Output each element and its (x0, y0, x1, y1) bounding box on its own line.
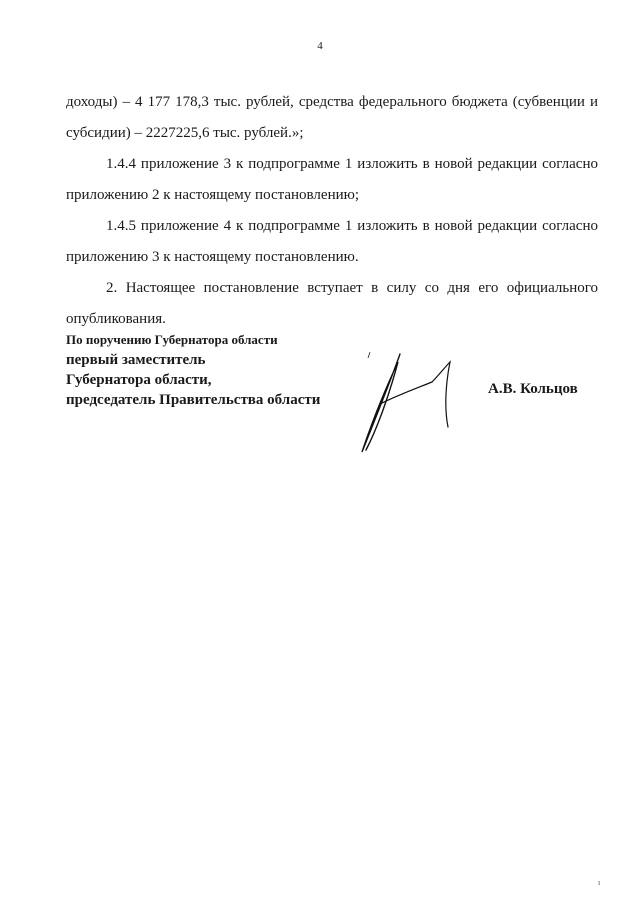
signature-block-authority: По поручению Губернатора области (66, 332, 278, 347)
page-number: 4 (317, 40, 323, 52)
scan-mark: ı (598, 878, 601, 887)
signature-block-position-2: Губернатора области, (66, 372, 212, 388)
paragraph-4-line-1: 2. Настоящее постановление вступает в силу со дня его официального (106, 280, 598, 296)
paragraph-2-line-1: 1.4.4 приложение 3 к подпрограмме 1 изложить в новой редакции согласно (106, 156, 598, 172)
paragraph-1-line-2: субсидии) – 2227225,6 тыс. рублей.»; (66, 125, 304, 141)
signature-block-position-1: первый заместитель (66, 352, 206, 368)
paragraph-3-line-1: 1.4.5 приложение 4 к подпрограмме 1 изложить в новой редакции согласно (106, 218, 598, 234)
paragraph-1-line-1: доходы) – 4 177 178,3 тыс. рублей, средства федерального бюджета (субвенции и (66, 94, 598, 110)
paragraph-2-line-2: приложению 2 к настоящему постановлению; (66, 187, 359, 203)
document-body (66, 90, 598, 338)
signature-block-position-3: председатель Правительства области (66, 392, 321, 408)
paragraph-3-line-2: приложению 3 к настоящему постановлению. (66, 249, 359, 265)
paragraph-4-line-2: опубликования. (66, 311, 166, 327)
signer-name: А.В. Кольцов (488, 381, 578, 397)
handwritten-signature (350, 352, 470, 457)
signature-block (66, 330, 320, 410)
